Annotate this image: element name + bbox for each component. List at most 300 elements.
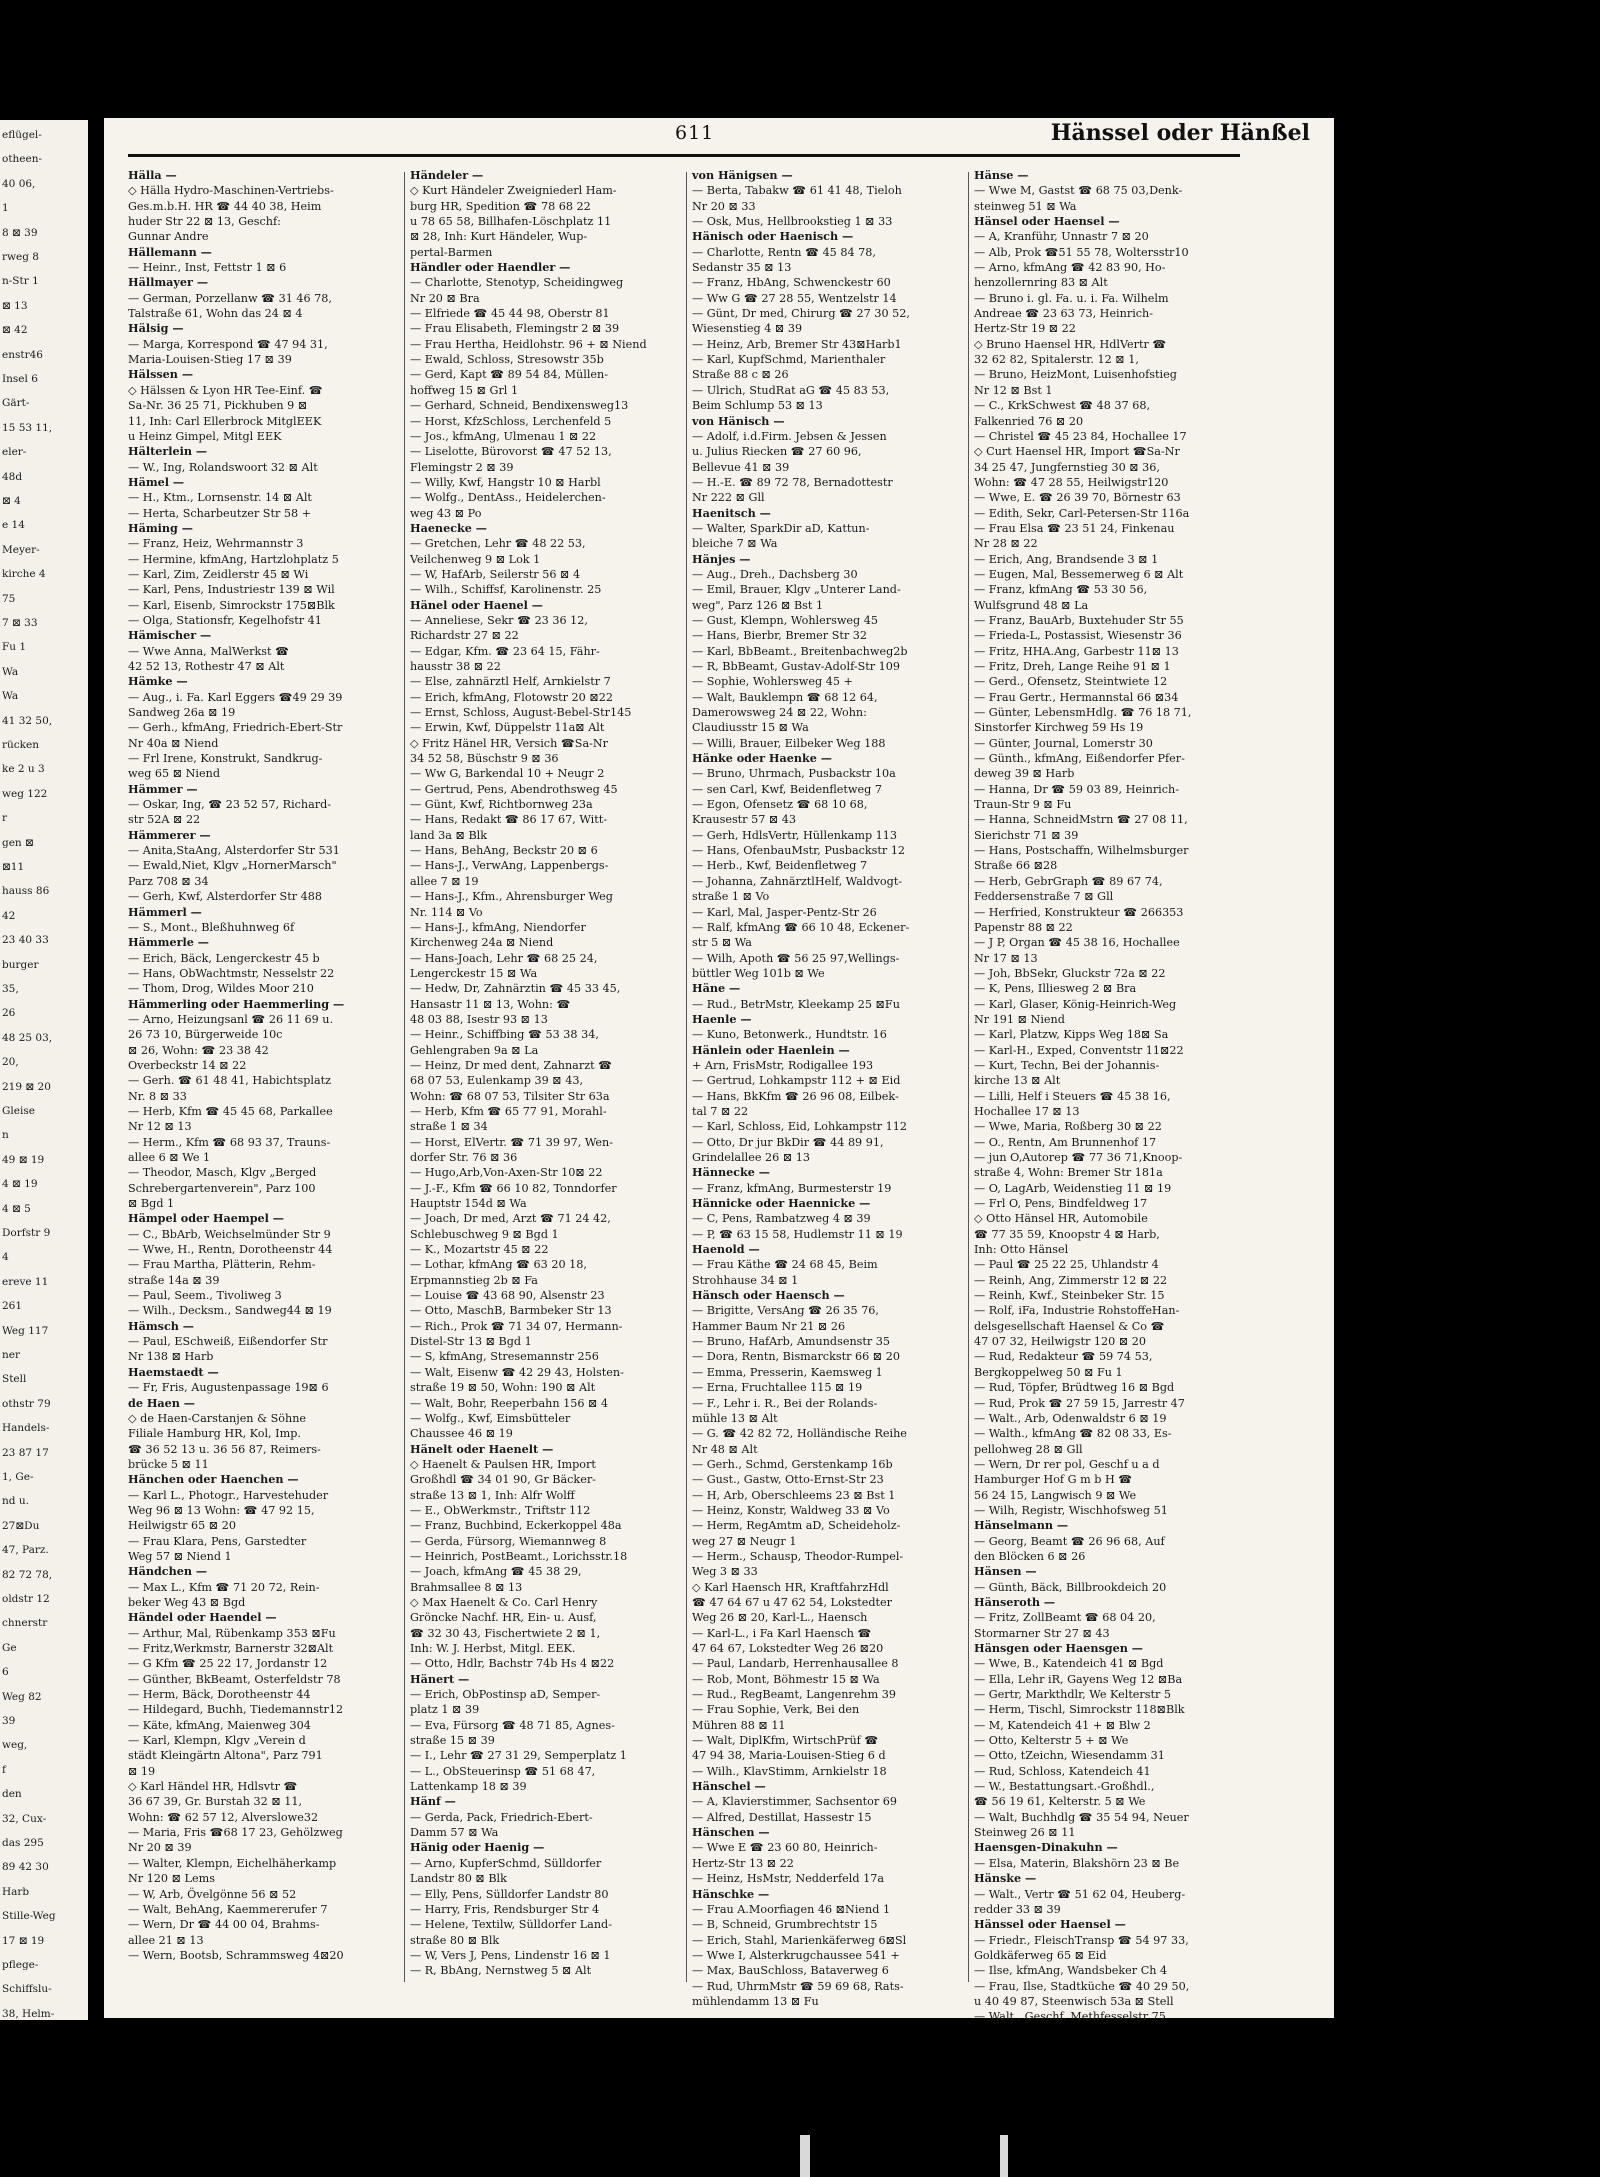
directory-entry-line: Heilwigstr 65 ⊠ 20 — [128, 1519, 236, 1533]
directory-entry-line: — R, BbAng, Nernstweg 5 ⊠ Alt — [410, 1964, 592, 1978]
directory-entry-line: straße 19 ⊠ 50, Wohn: 190 ⊠ Alt — [410, 1381, 596, 1395]
directory-entry-line: — Karl, Zim, Zeidlerstr 45 ⊠ Wi — [128, 567, 309, 581]
surname-heading: von Hänigsen — — [692, 168, 793, 182]
margin-fragment: ner — [2, 1349, 20, 1361]
margin-fragment: 219 ⊠ 20 — [2, 1080, 51, 1093]
directory-entry-line: Brahmsallee 8 ⊠ 13 — [410, 1580, 523, 1594]
directory-entry-line: — German, Porzellanw ☎ 31 46 78, — [128, 291, 332, 305]
margin-fragment: Weg 117 — [2, 1324, 49, 1337]
directory-entry-line: str 5 ⊠ Wa — [692, 936, 752, 950]
directory-entry-line: — Günt, Dr med, Chirurg ☎ 27 30 52, — [692, 307, 910, 321]
directory-entry-line: — Edith, Sekr, Carl-Petersen-Str 116a — [974, 506, 1190, 520]
margin-fragment: pflege- — [2, 1959, 39, 1971]
directory-entry-line: 34 52 58, Büschstr 9 ⊠ 36 — [410, 752, 559, 766]
directory-entry-line: — W, HafArb, Seilerstr 56 ⊠ 4 — [410, 567, 581, 581]
surname-heading: Hänsel oder Haensel — — [974, 214, 1120, 229]
directory-entry-line: tal 7 ⊠ 22 — [692, 1104, 749, 1118]
directory-entry-line: — Heinz, Konstr, Waldweg 33 ⊠ Vo — [692, 1503, 890, 1517]
directory-entry-line: — Frau Sophie, Verk, Bei den — [692, 1703, 860, 1717]
directory-entry-line: redder 33 ⊠ 39 — [974, 1902, 1061, 1916]
directory-entry-line: — Edgar, Kfm. ☎ 23 64 15, Fähr- — [410, 644, 600, 658]
directory-entry-line: — Herb., Kwf, Beidenfletweg 7 — [692, 859, 868, 873]
surname-heading: Hänse — — [974, 168, 1029, 182]
directory-entry-line: ☎ 77 35 59, Knoopstr 4 ⊠ Harb, — [974, 1227, 1160, 1241]
surname-heading: Häne — — [692, 981, 741, 996]
margin-fragment: n — [2, 1129, 9, 1142]
directory-entry-line: — Bruno, HafArb, Amundsenstr 35 — [692, 1335, 891, 1349]
directory-entry-line: allee 21 ⊠ 13 — [128, 1933, 204, 1947]
directory-entry-line: — A, Klavierstimmer, Sachsentor 69 — [692, 1795, 898, 1809]
directory-entry-line: — Osk, Mus, Hellbrookstieg 1 ⊠ 33 — [692, 215, 893, 229]
margin-fragment: 8 ⊠ 39 — [2, 226, 38, 239]
surname-heading: Hänel oder Haenel — — [410, 597, 543, 612]
directory-entry-line: u 40 49 87, Steenwisch 53a ⊠ Stell — [974, 1994, 1174, 2008]
directory-entry-line: ◇ Karl Händel HR, Hdlsvtr ☎ — [128, 1780, 298, 1794]
directory-entry-line: — Gerh. ☎ 61 48 41, Habichtsplatz — [128, 1074, 332, 1088]
directory-entry-line: Claudiusstr 15 ⊠ Wa — [692, 721, 809, 735]
directory-entry-line: kirche 13 ⊠ Alt — [974, 1074, 1061, 1088]
directory-entry-line: weg 43 ⊠ Po — [410, 506, 482, 520]
directory-entry-line: — Hans, BkKfm ☎ 26 96 08, Eilbek- — [692, 1089, 899, 1103]
directory-entry-line: — Reinh, Kwf., Steinbeker Str. 15 — [974, 1289, 1165, 1303]
directory-entry-line: — Rolf, iFa, Industrie RohstoffeHan- — [974, 1304, 1180, 1318]
surname-heading: Hämischer — — [128, 628, 212, 643]
margin-fragment: 40 06, — [2, 177, 36, 190]
surname-heading: Hämel — — [128, 474, 185, 489]
margin-fragment: 47, Parz. — [2, 1544, 49, 1557]
directory-entry-line: — Jos., kfmAng, Ulmenau 1 ⊠ 22 — [410, 429, 597, 443]
directory-entry-line: — Hans-J., kfmAng, Niendorfer — [410, 920, 586, 934]
directory-entry-line: henzollernring 83 ⊠ Alt — [974, 276, 1108, 290]
directory-entry-line: — Aug., i. Fa. Karl Eggers ☎49 29 39 — [128, 690, 343, 704]
directory-entry-line: — Elfriede ☎ 45 44 98, Oberstr 81 — [410, 307, 610, 321]
margin-fragment: 20, — [2, 1056, 19, 1069]
directory-entry-line: — Kurt, Techn, Bei der Johannis- — [974, 1058, 1160, 1072]
surname-heading: Hälsig — — [128, 321, 184, 336]
margin-fragment: eflügel- — [2, 129, 42, 141]
directory-entry-line: — Walth., kfmAng ☎ 82 08 33, Es- — [974, 1427, 1172, 1441]
directory-entry-line: — Ella, Lehr iR, Gayens Weg 12 ⊠Ba — [974, 1672, 1183, 1686]
directory-entry-line: — Wern, Dr rer pol, Geschf u a d — [974, 1457, 1160, 1471]
directory-entry-line: — Alb, Prok ☎51 55 78, Woltersstr10 — [974, 245, 1189, 259]
directory-entry-line: land 3a ⊠ Blk — [410, 828, 488, 842]
directory-entry-line: steinweg 51 ⊠ Wa — [974, 199, 1077, 213]
directory-entry-line: — Eva, Fürsorg ☎ 48 71 85, Agnes- — [410, 1718, 615, 1732]
margin-fragment: weg, — [2, 1739, 28, 1752]
directory-entry-line: ☎ 36 52 13 u. 36 56 87, Reimers- — [128, 1442, 321, 1456]
directory-entry-line: — H., Ktm., Lornsenstr. 14 ⊠ Alt — [128, 491, 312, 505]
surname-heading: Hänke oder Haenke — — [692, 751, 832, 766]
directory-entry-line: — Erich, Ang, Brandsende 3 ⊠ 1 — [974, 552, 1159, 566]
directory-entry-line: — Rud., BetrMstr, Kleekamp 25 ⊠Fu — [692, 997, 900, 1011]
margin-fragment: Insel 6 — [2, 373, 38, 385]
margin-fragment: Fu 1 — [2, 641, 27, 654]
directory-entry-line: — Erich, ObPostinsp aD, Semper- — [410, 1688, 601, 1702]
directory-entry-line: ⊠ 26, Wohn: ☎ 23 38 42 — [128, 1043, 269, 1057]
directory-entry-line: — W., Ing, Rolandswoort 32 ⊠ Alt — [128, 460, 318, 474]
directory-entry-line: Wohn: ☎ 47 28 55, Heilwigstr120 — [974, 475, 1169, 489]
directory-entry-line: — Wilh, Apoth ☎ 56 25 97,Wellings- — [692, 951, 900, 965]
directory-entry-line: — Karl, Platzw, Kipps Weg 18⊠ Sa — [974, 1028, 1169, 1042]
directory-entry-line: — Hedw, Dr, Zahnärztin ☎ 45 33 45, — [410, 982, 621, 996]
directory-entry-line: Mühren 88 ⊠ 11 — [692, 1718, 786, 1732]
directory-entry-line: — Karl-H., Exped, Conventstr 11⊠22 — [974, 1043, 1184, 1057]
directory-entry-line: Hochallee 17 ⊠ 13 — [974, 1104, 1080, 1118]
directory-entry-line: — Heinr., Schiffbing ☎ 53 38 34, — [410, 1028, 599, 1042]
margin-fragment: Gärt- — [2, 397, 30, 410]
directory-entry-line: — Hans-J., VerwAng, Lappenbergs- — [410, 859, 609, 873]
directory-entry-line: Nr. 8 ⊠ 33 — [128, 1089, 187, 1103]
directory-entry-line: — Frau Käthe ☎ 24 68 45, Beim — [692, 1258, 878, 1272]
directory-entry-line: — Karl, KupfSchmd, Marienthaler — [692, 353, 886, 367]
directory-entry-line: 32 62 82, Spitalerstr. 12 ⊠ 1, — [974, 353, 1139, 367]
directory-entry-line: str 52A ⊠ 22 — [128, 813, 201, 827]
directory-entry-line: — Adolf, i.d.Firm. Jebsen & Jessen — [692, 429, 887, 443]
margin-fragment: Wa — [2, 690, 19, 703]
surname-heading: Hämmerer — — [128, 827, 211, 842]
directory-entry-line: — Frau A.Moorfiagen 46 ⊠Niend 1 — [692, 1902, 891, 1916]
margin-fragment: eler- — [2, 446, 27, 459]
surname-heading: Hänsgen oder Haensgen — — [974, 1641, 1143, 1655]
directory-entry-line: — Heinz, Dr med dent, Zahnarzt ☎ — [410, 1058, 613, 1072]
directory-entry-line: Nr 20 ⊠ Bra — [410, 291, 480, 305]
directory-entry-line: Kirchenweg 24a ⊠ Niend — [410, 936, 554, 950]
directory-entry-line: — Karl, Eisenb, Simrockstr 175⊠Blk — [128, 598, 335, 612]
directory-entry-line: — Egon, Ofensetz ☎ 68 10 68, — [692, 798, 868, 812]
margin-fragment: Handels- — [2, 1422, 50, 1435]
directory-entry-line: — Heinr., Inst, Fettstr 1 ⊠ 6 — [128, 261, 287, 275]
directory-entry-line: allee 6 ⊠ We 1 — [128, 1151, 211, 1164]
column-divider — [404, 172, 405, 1982]
surname-heading: Hänig oder Haenig — — [410, 1840, 545, 1855]
margin-fragment: 89 42 30 — [2, 1861, 49, 1874]
directory-entry-line: ◇ Max Haenelt & Co. Carl Henry — [410, 1595, 598, 1609]
directory-entry-line: — Frieda-L, Postassist, Wiesenstr 36 — [974, 629, 1182, 643]
directory-entry-line: — O., Rentn, Am Brunnenhof 17 — [974, 1135, 1157, 1149]
directory-entry-line: — Fritz, HHA.Ang, Garbestr 11⊠ 13 — [974, 644, 1179, 658]
directory-entry-line: — Frl O, Pens, Bindfeldweg 17 — [974, 1197, 1148, 1211]
directory-entry-line: mühlendamm 13 ⊠ Fu — [692, 1994, 819, 2008]
directory-column-1 — [128, 168, 398, 1988]
directory-entry-line: — H.-E. ☎ 89 72 78, Bernadottestr — [692, 475, 893, 489]
directory-entry-line: — Hans, BehAng, Beckstr 20 ⊠ 6 — [410, 844, 598, 858]
directory-entry-line: — Karl, Glaser, König-Heinrich-Weg — [974, 997, 1177, 1011]
directory-entry-line: Hauptstr 154d ⊠ Wa — [410, 1197, 527, 1211]
directory-entry-line: — Olga, Stationsfr, Kegelhofstr 41 — [128, 613, 322, 627]
surname-heading: Hänelt oder Haenelt — — [410, 1441, 554, 1456]
directory-entry-line: — Walt, Bauklempn ☎ 68 12 64, — [692, 690, 878, 704]
directory-entry-line: — B, Schneid, Grumbrechtstr 15 — [692, 1918, 878, 1932]
directory-entry-line: Damerowsweg 24 ⊠ 22, Wohn: — [692, 706, 867, 720]
margin-fragment: ⊠ 42 — [2, 324, 28, 337]
directory-entry-line: — Erna, Fruchtallee 115 ⊠ 19 — [692, 1381, 863, 1395]
directory-entry-line: Talstraße 61, Wohn das 24 ⊠ 4 — [128, 307, 303, 321]
directory-entry-line: — Eugen, Mal, Bessemerweg 6 ⊠ Alt — [974, 567, 1184, 581]
directory-entry-line: ☎ 56 19 61, Kelterstr. 5 ⊠ We — [974, 1795, 1146, 1809]
directory-entry-line: — Günther, BkBeamt, Osterfeldstr 78 — [128, 1672, 341, 1686]
directory-entry-line: — Arno, KupferSchmd, Sülldorfer — [410, 1856, 602, 1870]
directory-entry-line: — Käte, kfmAng, Maienweg 304 — [128, 1718, 311, 1732]
directory-entry-line: Nr 20 ⊠ 33 — [692, 199, 756, 213]
directory-entry-line: — Herm, Tischl, Simrockstr 118⊠Blk — [974, 1703, 1185, 1717]
margin-fragment: chnerstr — [2, 1617, 48, 1630]
directory-entry-line: — Ww G ☎ 27 28 55, Wentzelstr 14 — [692, 291, 897, 305]
surname-heading: Hämmerl — — [128, 904, 202, 919]
directory-entry-line: — C, Pens, Rambatzweg 4 ⊠ 39 — [692, 1212, 871, 1226]
directory-entry-line: — Wwe, H., Rentn, Dorotheenstr 44 — [128, 1243, 333, 1257]
directory-entry-line: — Wilh., Schiffsf, Karolinenstr. 25 — [410, 583, 602, 597]
directory-entry-line: straße 1 ⊠ Vo — [692, 890, 770, 904]
directory-entry-line: — Charlotte, Rentn ☎ 45 84 78, — [692, 245, 876, 259]
directory-entry-line: — Rich., Prok ☎ 71 34 07, Hermann- — [410, 1319, 623, 1333]
directory-entry-line: 36 67 39, Gr. Burstah 32 ⊠ 11, — [128, 1795, 303, 1809]
directory-entry-line: — Paul, ESchweiß, Eißendorfer Str — [128, 1335, 328, 1349]
directory-entry-line: — C., KrkSchwest ☎ 48 37 68, — [974, 399, 1151, 413]
directory-entry-line: — Bruno, Uhrmach, Pusbackstr 10a — [692, 767, 896, 781]
directory-entry-line: Schrebergartenverein", Parz 100 — [128, 1181, 316, 1195]
margin-fragment: 32, Cux- — [2, 1812, 47, 1825]
directory-entry-line: — Horst, KfzSchloss, Lerchenfeld 5 — [410, 414, 612, 428]
directory-entry-line: Nr 120 ⊠ Lems — [128, 1872, 215, 1886]
directory-entry-line: allee 7 ⊠ 19 — [410, 874, 479, 888]
directory-entry-line: — Frau Klara, Pens, Garstedter — [128, 1534, 307, 1548]
directory-entry-line: — Heinz, Arb, Bremer Str 43⊠Harb1 — [692, 337, 902, 351]
surname-heading: Hänsch oder Haensch — — [692, 1288, 845, 1303]
margin-fragment: 35, — [2, 983, 19, 995]
directory-entry-line: — Paul, Landarb, Herrenhausallee 8 — [692, 1657, 899, 1671]
margin-fragment: otheen- — [2, 153, 43, 166]
directory-entry-line: — K., Mozartstr 45 ⊠ 22 — [410, 1243, 549, 1257]
directory-entry-line: Lengerckestr 15 ⊠ Wa — [410, 966, 538, 980]
directory-entry-line: — Herta, Scharbeutzer Str 58 + — [128, 506, 312, 520]
margin-fragment: Stille-Weg — [2, 1910, 56, 1923]
directory-entry-line: — W, Vers J, Pens, Lindenstr 16 ⊠ 1 — [410, 1948, 611, 1962]
directory-entry-line: — sen Carl, Kwf, Beidenfletweg 7 — [692, 782, 882, 796]
margin-fragment: Schiffslu- — [2, 1983, 52, 1996]
directory-entry-line: — F., Lehr i. R., Bei der Rolands- — [692, 1396, 878, 1410]
surname-heading: Haenitsch — — [692, 505, 771, 520]
directory-entry-line: — Hanna, SchneidMstrn ☎ 27 08 11, — [974, 813, 1188, 827]
directory-entry-line: — Dora, Rentn, Bismarckstr 66 ⊠ 20 — [692, 1350, 900, 1364]
directory-entry-line: — A, Kranführ, Unnastr 7 ⊠ 20 — [974, 230, 1149, 244]
directory-entry-line: Sedanstr 35 ⊠ 13 — [692, 261, 792, 275]
directory-entry-line: — Ulrich, StudRat aG ☎ 45 83 53, — [692, 383, 890, 397]
surname-heading: Hänseroth — — [974, 1594, 1056, 1609]
margin-fragment: rweg 8 — [2, 251, 39, 263]
directory-entry-line: — Hugo,Arb,Von-Axen-Str 10⊠ 22 — [410, 1166, 603, 1180]
margin-fragment: ⊠11 — [2, 861, 25, 873]
directory-entry-line: Flemingstr 2 ⊠ 39 — [410, 460, 514, 474]
margin-fragment: Meyer- — [2, 543, 40, 556]
directory-entry-line: weg 27 ⊠ Neugr 1 — [692, 1534, 797, 1548]
directory-column-2 — [410, 168, 680, 1988]
directory-entry-line: — Aug., Dreh., Dachsberg 30 — [692, 567, 858, 581]
directory-entry-line: — W, Arb, Övelgönne 56 ⊠ 52 — [128, 1887, 297, 1901]
directory-entry-line: — Anita,StaAng, Alsterdorfer Str 531 — [128, 844, 340, 858]
margin-fragment: 4 ⊠ 5 — [2, 1202, 31, 1215]
margin-fragment: f — [2, 1763, 6, 1776]
directory-entry-line: — Ewald,Niet, Klgv „HornerMarsch" — [128, 859, 337, 873]
surname-heading: Hänjes — — [692, 551, 751, 566]
directory-entry-line: Schlebuschweg 9 ⊠ Bgd 1 — [410, 1227, 559, 1241]
directory-entry-line: — Fr, Fris, Augustenpassage 19⊠ 6 — [128, 1381, 329, 1395]
margin-fragment: nd u. — [2, 1495, 29, 1508]
directory-entry-line: 68 07 53, Eulenkamp 39 ⊠ 43, — [410, 1074, 583, 1088]
directory-entry-line: — Frl Irene, Konstrukt, Sandkrug- — [128, 752, 323, 766]
directory-entry-line: — Joach, kfmAng ☎ 45 38 29, — [410, 1565, 582, 1579]
directory-entry-line: Inh: Otto Hänsel — [974, 1243, 1069, 1257]
directory-entry-line: — Walt., Arb, Odenwaldstr 6 ⊠ 19 — [974, 1411, 1167, 1425]
directory-entry-line: — S, kfmAng, Stresemannstr 256 — [410, 1350, 599, 1364]
directory-entry-line: Wiesenstieg 4 ⊠ 39 — [692, 322, 803, 336]
directory-entry-line: — Gerh., kfmAng, Friedrich-Ebert-Str — [128, 721, 343, 735]
margin-fragment: 39 — [2, 1715, 16, 1727]
margin-fragment: e 14 — [2, 519, 25, 532]
directory-entry-line: — jun O,Autorep ☎ 77 36 71,Knoop- — [974, 1151, 1183, 1164]
directory-entry-line: Feddersenstraße 7 ⊠ Gll — [974, 890, 1114, 904]
surname-heading: Händler oder Haendler — — [410, 260, 571, 275]
directory-entry-line: — Wolfg., DentAss., Heidelerchen- — [410, 491, 606, 505]
directory-entry-line: — Rob, Mont, Böhmestr 15 ⊠ Wa — [692, 1672, 880, 1686]
margin-fragment: 15 53 11, — [2, 421, 53, 434]
margin-fragment: 41 32 50, — [2, 714, 53, 727]
margin-fragment: 6 — [2, 1666, 9, 1679]
directory-entry-line: — Gerd, Kapt ☎ 89 54 84, Müllen- — [410, 368, 609, 382]
directory-entry-line: burg HR, Spedition ☎ 78 68 22 — [410, 199, 591, 213]
directory-entry-line: — Wwe E ☎ 23 60 80, Heinrich- — [692, 1841, 878, 1855]
margin-fragment: Harb — [2, 1885, 30, 1898]
surname-heading: Hällemann — — [128, 244, 212, 259]
directory-entry-line: — Fritz, ZollBeamt ☎ 68 04 20, — [974, 1611, 1156, 1625]
directory-entry-line: 56 24 15, Langwisch 9 ⊠ We — [974, 1488, 1137, 1502]
directory-entry-line: ◇ Bruno Haensel HR, HdlVertr ☎ — [974, 337, 1167, 351]
directory-entry-line: Veilchenweg 9 ⊠ Lok 1 — [410, 552, 541, 566]
margin-fragment: 82 72 78, — [2, 1568, 53, 1581]
surname-heading: Hännecke — — [692, 1165, 770, 1180]
margin-fragment: 75 — [2, 592, 16, 605]
directory-entry-line: straße 13 ⊠ 1, Inh: Alfr Wolff — [410, 1488, 575, 1502]
directory-entry-line: — Franz, Heiz, Wehrmannstr 3 — [128, 537, 304, 551]
directory-entry-line: — Hans, Bierbr, Bremer Str 32 — [692, 629, 868, 643]
directory-entry-line: — Heinrich, PostBeamt., Lorichsstr.18 — [410, 1549, 628, 1563]
directory-entry-line: — Franz, HbAng, Schwenckestr 60 — [692, 276, 891, 290]
directory-entry-line: Nr 12 ⊠ 13 — [128, 1120, 192, 1134]
directory-entry-line: — Hans-J., Kfm., Ahrensburger Weg — [410, 890, 613, 904]
directory-column-4 — [974, 168, 1244, 2024]
directory-entry-line: — Karl L., Photogr., Harvestehuder — [128, 1488, 329, 1502]
directory-entry-line: — Erwin, Kwf, Düppelstr 11a⊠ Alt — [410, 721, 605, 735]
directory-entry-line: Gunnar Andre — [128, 230, 209, 244]
directory-entry-line: Hamburger Hof G m b H ☎ — [974, 1473, 1133, 1487]
margin-fragment: burger — [2, 958, 39, 971]
directory-entry-line: straße 4, Wohn: Bremer Str 181a — [974, 1166, 1163, 1180]
directory-entry-line: — Otto, Dr jur BkDir ☎ 44 89 91, — [692, 1135, 884, 1149]
directory-entry-line: u 78 65 58, Billhafen-Löschplatz 11 — [410, 215, 612, 229]
directory-entry-line: + Arn, FrisMstr, Rodigallee 193 — [692, 1058, 874, 1072]
directory-entry-line: — Frau Elisabeth, Flemingstr 2 ⊠ 39 — [410, 322, 620, 336]
directory-entry-line: — Johanna, ZahnärztlHelf, Waldvogt- — [692, 874, 903, 888]
margin-fragment: Ge — [2, 1641, 17, 1654]
directory-entry-line: — Helene, Textilw, Sülldorfer Land- — [410, 1918, 612, 1932]
directory-entry-line: — Hanna, Dr ☎ 59 03 89, Heinrich- — [974, 782, 1179, 796]
directory-entry-line: — Rud, Prok ☎ 27 59 15, Jarrestr 47 — [974, 1396, 1185, 1410]
margin-fragment: Gleise — [2, 1105, 35, 1117]
directory-entry-line: — Maria, Fris ☎68 17 23, Gehölzweg — [128, 1826, 343, 1840]
directory-entry-line: — Gertrud, Pens, Abendrothsweg 45 — [410, 782, 618, 796]
directory-entry-line: — Paul, Seem., Tivoliweg 3 — [128, 1289, 282, 1303]
header-rule — [128, 154, 1240, 157]
surname-heading: Hälla — — [128, 168, 177, 182]
directory-entry-line: Hertz-Str 19 ⊠ 22 — [974, 322, 1076, 336]
directory-entry-line: — Rud, Redakteur ☎ 59 74 53, — [974, 1350, 1153, 1364]
directory-entry-line: Nr 12 ⊠ Bst 1 — [974, 383, 1053, 397]
directory-entry-line: — Gust., Gastw, Otto-Ernst-Str 23 — [692, 1473, 884, 1487]
directory-entry-line: — Walt., Vertr ☎ 51 62 04, Heuberg- — [974, 1887, 1186, 1901]
directory-entry-line: weg 65 ⊠ Niend — [128, 767, 220, 781]
directory-entry-line: — Arno, Heizungsanl ☎ 26 11 69 u. — [128, 1012, 334, 1026]
directory-entry-line: Gehlengraben 9a ⊠ La — [410, 1043, 539, 1057]
directory-entry-line: — Gertrud, Lohkampstr 112 + ⊠ Eid — [692, 1074, 901, 1088]
directory-entry-line: — Franz, Buchbind, Eckerkoppel 48a — [410, 1519, 622, 1533]
directory-entry-line: — Hermine, kfmAng, Hartzlohplatz 5 — [128, 552, 339, 566]
directory-entry-line: Ges.m.b.H. HR ☎ 44 40 38, Heim — [128, 199, 322, 213]
directory-entry-line: 47 94 38, Maria-Louisen-Stieg 6 d — [692, 1749, 886, 1763]
directory-entry-line: Wohn: ☎ 68 07 53, Tilsiter Str 63a — [410, 1089, 610, 1103]
margin-fragment: weg 122 — [2, 787, 48, 800]
directory-entry-line: — Rud, UhrmMstr ☎ 59 69 68, Rats- — [692, 1979, 904, 1993]
directory-entry-line: — Gerh., Schmd, Gerstenkamp 16b — [692, 1457, 893, 1471]
directory-entry-line: — Herm, RegAmtm aD, Scheideholz- — [692, 1519, 901, 1533]
directory-entry-line: hausstr 38 ⊠ 22 — [410, 660, 501, 673]
directory-entry-line: — Joh, BbSekr, Gluckstr 72a ⊠ 22 — [974, 966, 1166, 980]
directory-entry-line: Overbeckstr 14 ⊠ 22 — [128, 1058, 247, 1072]
directory-entry-line: Damm 57 ⊠ Wa — [410, 1826, 499, 1840]
directory-entry-line: — Max L., Kfm ☎ 71 20 72, Rein- — [128, 1580, 320, 1594]
directory-entry-line: Nr 222 ⊠ Gll — [692, 491, 765, 505]
directory-entry-line: — Christel ☎ 45 23 84, Hochallee 17 — [974, 429, 1187, 443]
margin-fragment: 49 ⊠ 19 — [2, 1153, 45, 1166]
margin-fragment: othstr 79 — [2, 1397, 51, 1410]
directory-entry-line: Nr. 114 ⊠ Vo — [410, 905, 483, 919]
directory-entry-line: ◇ Otto Hänsel HR, Automobile — [974, 1212, 1148, 1226]
directory-entry-line: — Elsa, Materin, Blakshörn 23 ⊠ Be — [974, 1856, 1180, 1870]
directory-entry-line: Steinweg 26 ⊠ 11 — [974, 1826, 1076, 1840]
directory-entry-line: — Emma, Presserin, Kaemsweg 1 — [692, 1365, 883, 1379]
directory-entry-line: straße 1 ⊠ 34 — [410, 1120, 488, 1134]
directory-entry-line: — Sophie, Wohlersweg 45 + — [692, 675, 853, 689]
directory-entry-line: — Herb, GebrGraph ☎ 89 67 74, — [974, 874, 1163, 888]
directory-entry-line: — Gerh, HdlsVertr, Hüllenkamp 113 — [692, 828, 898, 842]
directory-entry-line: — Lothar, kfmAng ☎ 63 20 18, — [410, 1258, 587, 1272]
directory-entry-line: Maria-Louisen-Stieg 17 ⊠ 39 — [128, 353, 292, 367]
directory-entry-line: — Joach, Dr med, Arzt ☎ 71 24 42, — [410, 1212, 611, 1226]
directory-entry-line: — Herb, Kfm ☎ 65 77 91, Morahl- — [410, 1104, 607, 1118]
directory-entry-line: — Frau Elsa ☎ 23 51 24, Finkenau — [974, 521, 1175, 535]
directory-entry-line: den Blöcken 6 ⊠ 26 — [974, 1549, 1086, 1563]
directory-entry-line: Hertz-Str 13 ⊠ 22 — [692, 1856, 794, 1870]
margin-fragment: 23 40 33 — [2, 934, 49, 947]
film-mark — [800, 2135, 810, 2177]
directory-entry-line: — Walt, DiplKfm, WirtschPrüf ☎ — [692, 1734, 879, 1748]
directory-entry-line: städt Kleingärtn Altona", Parz 791 — [128, 1749, 323, 1763]
directory-entry-line: — E., ObWerkmstr., Triftstr 112 — [410, 1503, 591, 1517]
directory-entry-line: — Günth., kfmAng, Eißendorfer Pfer- — [974, 752, 1185, 766]
directory-entry-line: — Alfred, Destillat, Hassestr 15 — [692, 1810, 872, 1824]
directory-entry-line: ◇ de Haen-Carstanjen & Söhne — [128, 1411, 307, 1425]
directory-entry-line: Distel-Str 13 ⊠ Bgd 1 — [410, 1335, 532, 1349]
directory-entry-line: — Otto, Kelterstr 5 + ⊠ We — [974, 1734, 1129, 1748]
column-divider — [968, 172, 969, 1982]
